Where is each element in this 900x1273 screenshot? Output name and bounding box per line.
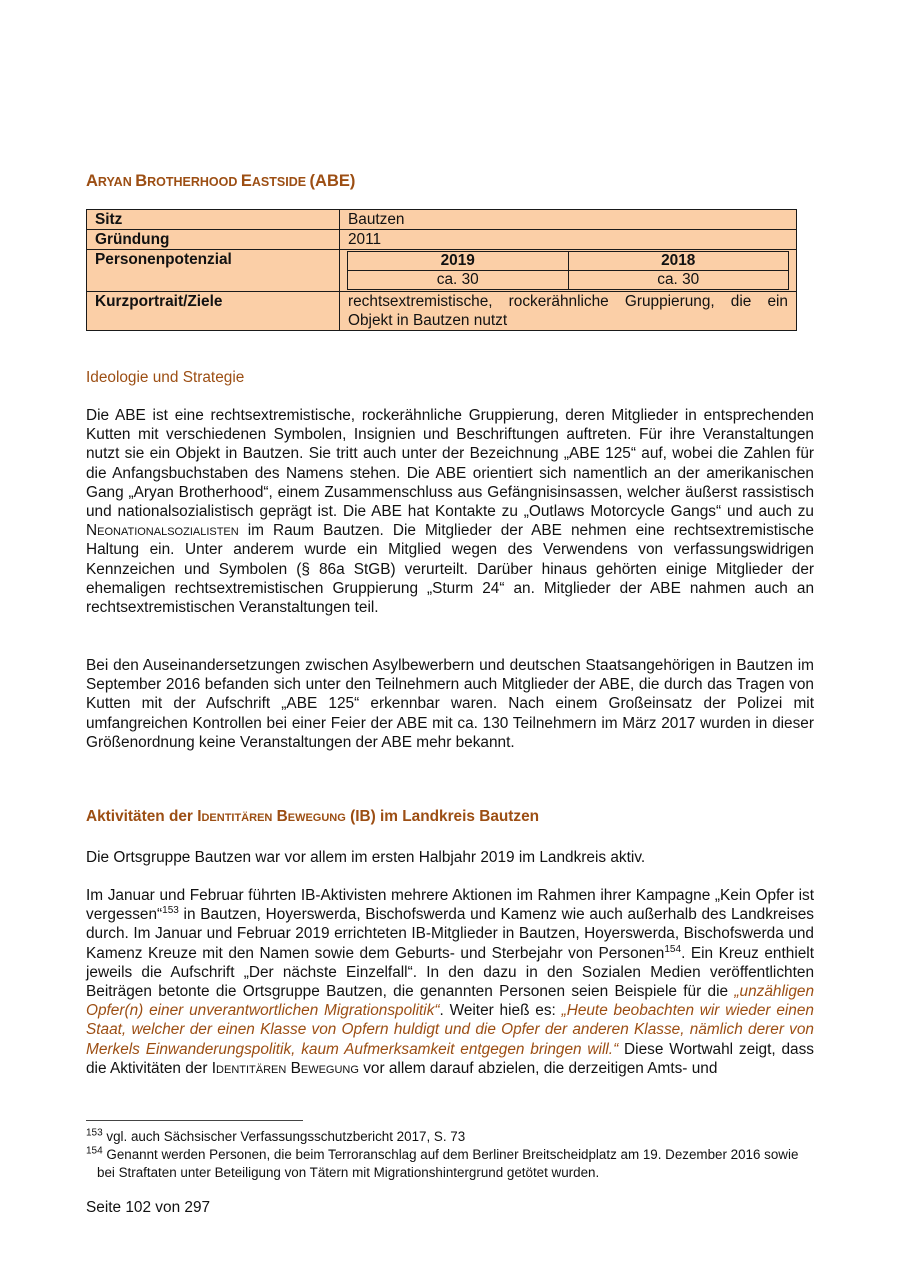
quote: „Heute beobachten wir wieder einen Staat, welcher der einen Klasse von Opfern huldigt und die Opfer der anderen Klasse, nämlich derer von Merkels Einwanderungspolitik, kaum Aufmerksamkeit entgegen bringen will.“	[86, 1002, 814, 1058]
footnote-ref[interactable]: 153	[162, 905, 179, 917]
profile-value: 2011	[340, 230, 797, 250]
profile-label: Kurzportrait/Ziele	[87, 292, 340, 331]
footnote-divider	[86, 1120, 303, 1121]
paragraph: Bei den Auseinandersetzungen zwischen Asylbewerbern und deutschen Staatsangehörigen in Bautzen im September 2016 befanden sich unter den Teilnehmern auch Mitglieder der ABE, die durch das Tragen von Kutten mit der Aufschrift „ABE 125“ erkennbar waren. Nach einem Großeinsatz der Polizei mit umfangreichen Kontrollen bei einer Feier der ABE mit ca. 130 Teilnehmern im März 2017 wurden in dieser Größenordnung keine Veranstaltungen der ABE mehr bekannt.	[86, 657, 814, 751]
year-value: ca. 30	[568, 271, 789, 290]
profile-table	[86, 209, 797, 331]
profile-label: Personenpotenzial	[87, 250, 340, 292]
quote: „unzähligen Opfer(n) einer unverantwortlichen Migrationspolitik“	[86, 983, 814, 1020]
year-value: ca. 30	[348, 271, 569, 290]
subheading: Ideologie und Strategie	[86, 369, 245, 386]
profile-label: Gründung	[87, 230, 340, 250]
profile-label: Sitz	[87, 210, 340, 230]
paragraph: Die ABE ist eine rechtsextremistische, rockerähnliche Gruppierung, deren Mitglieder in entsprechenden Kutten mit verschiedenen Symbolen, Insignien und Beschriftungen auftreten. Für ihre Veranstaltungen nutzt sie ein Objekt in Bautzen. Sie tritt auch unter der Bezeichnung „ABE 125“ auf, wobei die Zahlen für die Anfangsbuchstaben des Namens stehen. Die ABE orientiert sich namentlich an der amerikanischen Gang „Aryan Brotherhood“, einem Zusammenschluss aus Gefängnisinsassen, welcher äußerst rassistisch und nationalsozialistisch geprägt ist. Die ABE hat Kontakte zu „Outlaws Motorcycle Gangs“ und auch zu Neonationalsozialisten im Raum Bautzen. Die Mitglieder der ABE nehmen eine rechtsextremistische Haltung ein. Unter anderem wurde ein Mitglied wegen des Verwendens von verfassungswidrigen Kennzeichen und Symbolen (§ 86a StGB) verurteilt. Darüber hinaus gehörten einige Mitglieder der ehemaligen rechtsextremistischen Gruppierung „Sturm 24“ an. Mitglieder der ABE nahmen auch an rechtsextremistischen Veranstaltungen teil.	[86, 407, 814, 617]
footnote: $^{153}$ vgl. auch Sächsischer Verfassungsschutzbericht 2017, S. 73	[86, 1127, 466, 1144]
personenpotenzial-table	[347, 251, 789, 290]
profile-value: Bautzen	[340, 210, 797, 230]
profile-row-kurzportrait	[87, 292, 797, 331]
profile-value: rechtsextremistische, rockerähnliche Gruppierung, die ein Objekt in Bautzen nutzt	[340, 292, 797, 331]
footnote: $^{154}$ Genannt werden Personen, die beim Terroranschlag auf dem Berliner Breitscheidplatz am 19. Dezember 2016 sowie bei Straftaten unter Beteiligung von Tätern mit Migrationshintergrund getötet wurden.	[86, 1145, 799, 1180]
profile-row-personenpotenzial	[87, 250, 797, 292]
paragraph: Die Ortsgruppe Bautzen war vor allem im ersten Halbjahr 2019 im Landkreis aktiv.	[86, 849, 646, 866]
footnote-ref[interactable]: 154	[664, 943, 682, 955]
profile-row-sitz	[87, 210, 797, 230]
paragraph: Im Januar und Februar führten IB-Aktivisten mehrere Aktionen im Rahmen ihrer Kampagne „Kein Opfer ist vergessen“$^{153}$ in Bautzen, Hoyerswerda, Bischofswerda und Kamenz wie auch außerhalb des Landkreises durch. Im Januar und Februar 2019 errichteten IB-Mitglieder in Bautzen, Hoyerswerda, Bischofswerda und Kamenz Kreuze mit den Namen sowie dem Geburts- und Sterbejahr von Personen$^{154}$. Ein Kreuz enthielt jeweils die Aufschrift „Der nächste Einzelfall“. In den dazu in den Sozialen Medien veröffentlichten Beiträgen betonte die Ortsgruppe Bautzen, die genannten Personen seien Beispiele für die „unzähligen Opfer(n) einer unverantwortlichen Migrationspolitik“. Weiter hieß es: „Heute beobachten wir wieder einen Staat, welcher der einen Klasse von Opfern huldigt und die Opfer der anderen Klasse, nämlich derer von Merkels Einwanderungspolitik, kaum Aufmerksamkeit entgegen bringen will.“ Diese Wortwahl zeigt, dass die Aktivitäten der Identitären Bewegung vor allem darauf abzielen, die derzeitigen Amts- und	[86, 887, 814, 1077]
profile-row-gruendung	[87, 230, 797, 250]
section-heading-abe: ARYAN BROTHERHOOD EASTSIDE (ABE)	[86, 172, 356, 190]
year-header: 2018	[568, 252, 789, 271]
profile-value	[340, 250, 797, 292]
section-heading-ib: Aktivitäten der Identitären Bewegung (IB) im Landkreis Bautzen	[86, 808, 540, 825]
page-number: Seite 102 von 297	[86, 1199, 211, 1216]
year-header: 2019	[348, 252, 569, 271]
